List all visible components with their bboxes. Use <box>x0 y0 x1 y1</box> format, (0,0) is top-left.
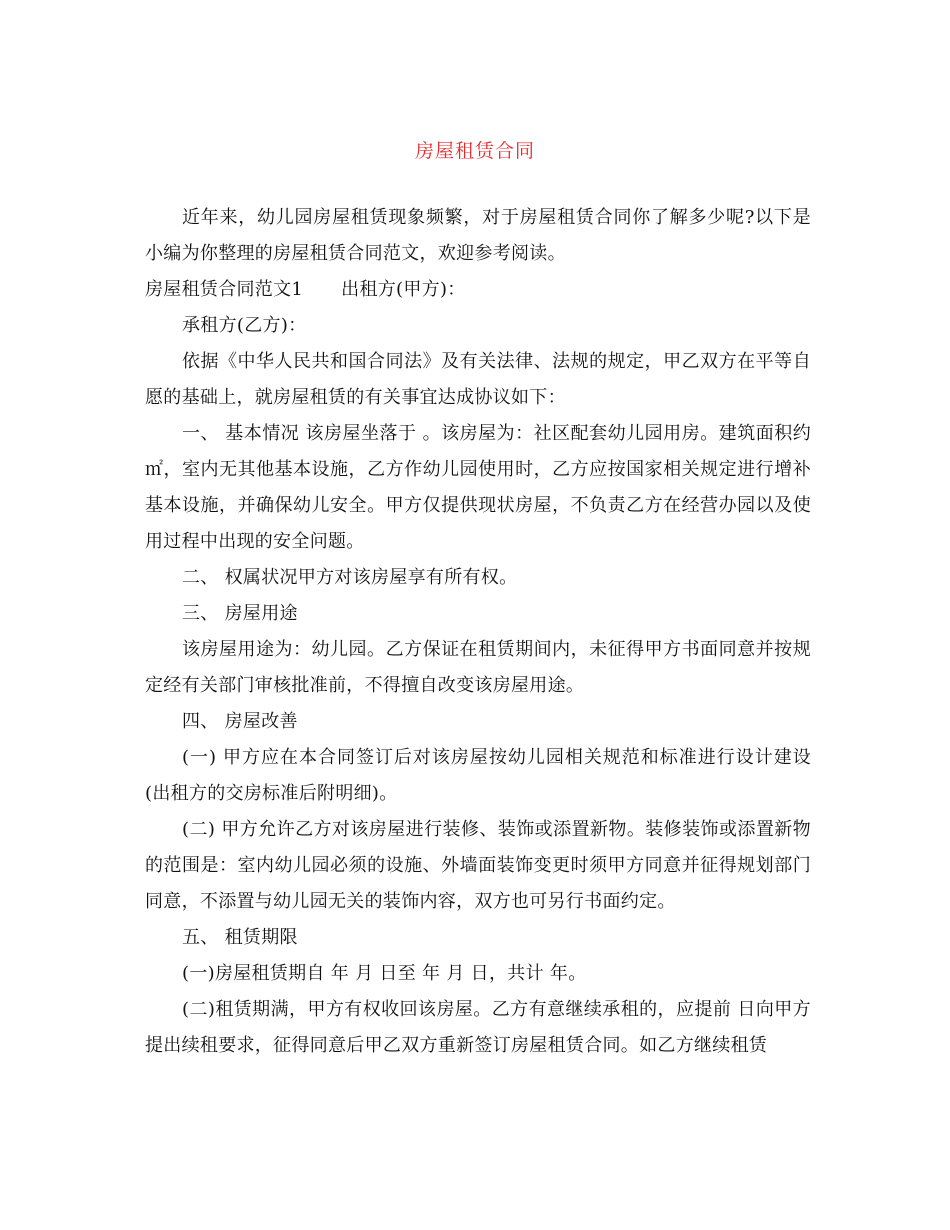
section-2-ownership: 二、 权属状况甲方对该房屋享有所有权。 <box>182 567 518 588</box>
sample-heading-line <box>145 272 811 308</box>
lessee-label: 承租方(乙方)： <box>182 315 307 336</box>
sample-heading: 房屋租赁合同范文1 <box>145 279 304 300</box>
lessor-label: 出租方(甲方)： <box>341 279 466 300</box>
document-title: 房屋租赁合同 <box>414 140 535 162</box>
intro-paragraph: 近年来，幼儿园房屋租赁现象频繁，对于房屋租赁合同你了解多少呢?以下是小编为你整理的房屋租赁合同范文，欢迎参考阅读。 <box>145 207 811 264</box>
section-4-heading: 四、 房屋改善 <box>182 711 298 732</box>
section-5-heading: 五、 租赁期限 <box>182 927 298 948</box>
section-5-item-2: (二)租赁期满，甲方有权收回该房屋。乙方有意继续承租的，应提前 日向甲方提出续租要求，征得同意后甲乙双方重新签订房屋租赁合同。如乙方继续租赁 <box>145 999 811 1056</box>
section-4-item-2: (二) 甲方允许乙方对该房屋进行装修、装饰或添置新物。装修装饰或添置新物的范围是：室内幼儿园必须的设施、外墙面装饰变更时须甲方同意并征得规划部门同意，不添置与幼儿园无关的装饰内容，双方也可另行书面约定。 <box>145 819 811 912</box>
section-1-basic-info: 一、 基本情况 该房屋坐落于 。该房屋为：社区配套幼儿园用房。建筑面积约 ㎡，室内无其他基本设施，乙方作幼儿园使用时，乙方应按国家相关规定进行增补基本设施，并确保幼儿安全。甲方仅提供现状房屋，不负责乙方在经营办园以及使用过程中出现的安全问题。 <box>145 423 811 552</box>
preamble-paragraph: 依据《中华人民共和国合同法》及有关法律、法规的规定，甲乙双方在平等自愿的基础上，就房屋租赁的有关事宜达成协议如下： <box>145 351 811 408</box>
section-3-heading: 三、 房屋用途 <box>182 603 298 624</box>
document-body <box>145 200 811 1064</box>
section-4-item-1: (一) 甲方应在本合同签订后对该房屋按幼儿园相关规范和标准进行设计建设(出租方的交房标准后附明细)。 <box>145 747 811 804</box>
section-3-body: 该房屋用途为：幼儿园。乙方保证在租赁期间内，未征得甲方书面同意并按规定经有关部门审核批准前，不得擅自改变该房屋用途。 <box>145 639 811 696</box>
section-5-item-1: (一)房屋租赁期自 年 月 日至 年 月 日，共计 年。 <box>182 963 587 984</box>
